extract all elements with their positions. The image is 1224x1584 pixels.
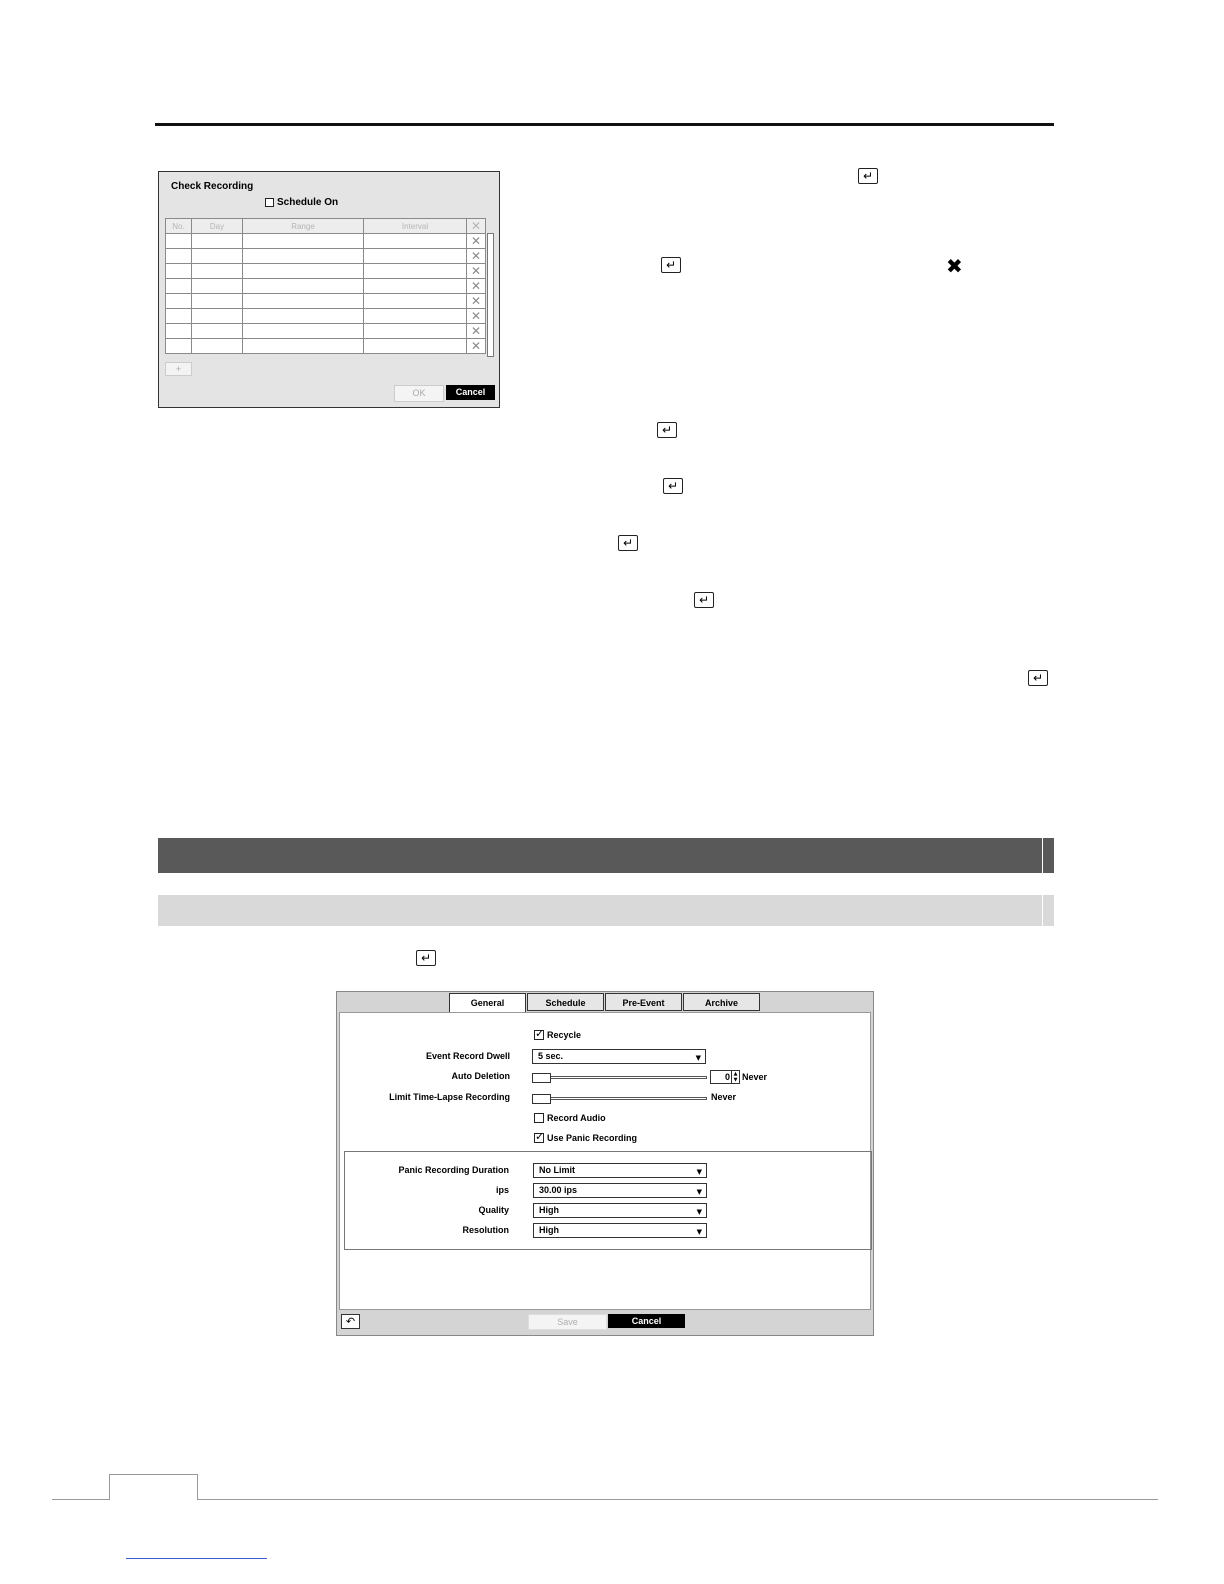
quality-value: High <box>539 1205 559 1215</box>
enter-icon: ↵ <box>858 168 878 184</box>
table-cell[interactable] <box>166 279 192 294</box>
slider-thumb[interactable] <box>532 1094 551 1104</box>
footer-rule <box>52 1499 1158 1500</box>
table-cell[interactable] <box>364 324 467 339</box>
table-cell[interactable] <box>192 294 243 309</box>
subsection-header-cap <box>1042 895 1054 926</box>
use-panic-checkbox[interactable] <box>534 1133 637 1143</box>
slider-track <box>532 1097 707 1100</box>
delete-row-icon[interactable]: ✕ <box>467 234 486 249</box>
table-cell[interactable] <box>243 309 364 324</box>
limit-timelapse-slider[interactable] <box>532 1094 707 1103</box>
schedule-table <box>165 218 486 354</box>
enter-icon: ↵ <box>663 478 683 494</box>
auto-deletion-value: 0 <box>724 1072 730 1082</box>
chevron-down-icon: ▼ <box>696 1228 702 1236</box>
section-header-bar <box>158 838 1054 873</box>
limit-timelapse-text: Never <box>711 1092 737 1102</box>
enter-icon: ↵ <box>661 257 681 273</box>
panic-duration-label: Panic Recording Duration <box>398 1165 509 1175</box>
enter-icon: ↵ <box>657 422 677 438</box>
table-cell[interactable] <box>192 324 243 339</box>
resolution-select[interactable] <box>533 1223 707 1238</box>
record-audio-label: Record Audio <box>547 1113 606 1123</box>
table-cell[interactable] <box>243 279 364 294</box>
table-cell[interactable] <box>166 339 192 354</box>
cancel-button[interactable]: Cancel <box>446 385 495 400</box>
enter-icon: ↵ <box>1028 670 1048 686</box>
subsection-header-bar <box>158 895 1054 926</box>
table-cell[interactable] <box>364 249 467 264</box>
panic-duration-select[interactable] <box>533 1163 707 1178</box>
ips-value: 30.00 ips <box>539 1185 578 1195</box>
table-row[interactable] <box>166 234 486 249</box>
delete-row-icon[interactable]: ✕ <box>467 339 486 354</box>
table-cell[interactable] <box>166 309 192 324</box>
quality-label: Quality <box>478 1205 509 1215</box>
table-cell[interactable] <box>192 309 243 324</box>
event-record-dwell-label: Event Record Dwell <box>425 1051 510 1061</box>
auto-deletion-slider[interactable] <box>532 1073 707 1082</box>
table-row[interactable] <box>166 339 486 354</box>
table-cell[interactable] <box>192 264 243 279</box>
auto-deletion-text: Never <box>742 1072 768 1082</box>
table-row[interactable] <box>166 264 486 279</box>
table-cell[interactable] <box>364 294 467 309</box>
table-cell[interactable] <box>192 339 243 354</box>
tab-archive[interactable]: Archive <box>683 993 760 1011</box>
schedule-on-label: Schedule On <box>277 197 339 208</box>
slider-thumb[interactable] <box>532 1073 551 1083</box>
table-cell[interactable] <box>166 324 192 339</box>
table-cell[interactable] <box>192 249 243 264</box>
table-cell[interactable] <box>364 234 467 249</box>
delete-row-icon[interactable]: ✕ <box>467 249 486 264</box>
table-cell[interactable] <box>364 309 467 324</box>
tab-bar <box>449 993 761 1013</box>
schedule-on-checkbox[interactable] <box>265 197 338 208</box>
table-row[interactable] <box>166 324 486 339</box>
use-panic-label: Use Panic Recording <box>547 1133 638 1143</box>
table-cell[interactable] <box>243 294 364 309</box>
recycle-label: Recycle <box>547 1030 582 1040</box>
chevron-down-icon: ▼ <box>696 1208 702 1216</box>
quality-select[interactable] <box>533 1203 707 1218</box>
delete-row-icon[interactable]: ✕ <box>467 264 486 279</box>
auto-deletion-label: Auto Deletion <box>451 1071 510 1081</box>
table-cell[interactable] <box>243 249 364 264</box>
chevron-down-icon: ▼ <box>696 1168 702 1176</box>
event-record-dwell-value: 5 sec. <box>538 1051 564 1061</box>
resolution-value: High <box>539 1225 559 1235</box>
table-cell[interactable] <box>364 264 467 279</box>
col-interval: Interval <box>364 219 467 234</box>
table-cell[interactable] <box>243 264 364 279</box>
table-cell[interactable] <box>192 234 243 249</box>
auto-deletion-stepper[interactable] <box>710 1070 740 1084</box>
ips-label: ips <box>495 1185 509 1195</box>
save-button[interactable]: Save <box>528 1314 607 1330</box>
delete-all-icon[interactable]: ✕ <box>467 219 486 234</box>
recycle-check[interactable] <box>534 1030 544 1040</box>
enter-icon: ↵ <box>694 592 714 608</box>
event-record-dwell-select[interactable] <box>532 1049 706 1064</box>
back-icon[interactable]: ↶ <box>341 1314 360 1329</box>
tab-schedule[interactable]: Schedule <box>527 993 604 1011</box>
use-panic-check[interactable] <box>534 1133 544 1143</box>
ok-button[interactable]: OK <box>394 385 444 402</box>
table-scrollbar[interactable] <box>487 233 494 357</box>
enter-icon: ↵ <box>416 950 436 966</box>
schedule-on-box[interactable] <box>265 198 274 207</box>
table-cell[interactable] <box>166 294 192 309</box>
panic-settings-group <box>344 1151 872 1250</box>
delete-row-icon[interactable]: ✕ <box>467 294 486 309</box>
limit-timelapse-label: Limit Time-Lapse Recording <box>389 1092 510 1102</box>
table-cell[interactable] <box>166 234 192 249</box>
chevron-down-icon: ▼ <box>696 1188 702 1196</box>
tab-pre-event[interactable]: Pre-Event <box>605 993 682 1011</box>
table-cell[interactable] <box>243 339 364 354</box>
footer-link-underline <box>126 1558 267 1559</box>
add-button[interactable]: + <box>165 362 192 376</box>
ips-select[interactable] <box>533 1183 707 1198</box>
top-rule <box>155 123 1054 126</box>
section-header-cap <box>1042 838 1054 873</box>
table-cell[interactable] <box>364 279 467 294</box>
table-cell[interactable] <box>192 279 243 294</box>
table-row[interactable] <box>166 309 486 324</box>
record-audio-checkbox[interactable] <box>534 1113 606 1123</box>
delete-row-icon[interactable]: ✕ <box>467 279 486 294</box>
delete-icon: ✖ <box>946 254 963 278</box>
general-panel <box>339 1012 871 1310</box>
record-audio-check[interactable] <box>534 1113 544 1123</box>
slider-track <box>532 1076 707 1079</box>
table-cell[interactable] <box>243 234 364 249</box>
panic-duration-value: No Limit <box>539 1165 575 1175</box>
table-cell[interactable] <box>364 339 467 354</box>
table-cell[interactable] <box>166 249 192 264</box>
resolution-label: Resolution <box>462 1225 509 1235</box>
event-record-dialog <box>336 991 874 1336</box>
delete-row-icon[interactable]: ✕ <box>467 309 486 324</box>
table-cell[interactable] <box>243 324 364 339</box>
table-row[interactable] <box>166 279 486 294</box>
recycle-checkbox[interactable] <box>534 1030 581 1040</box>
delete-row-icon[interactable]: ✕ <box>467 324 486 339</box>
enter-icon: ↵ <box>618 535 638 551</box>
table-cell[interactable] <box>166 264 192 279</box>
col-range: Range <box>243 219 364 234</box>
col-day: Day <box>192 219 243 234</box>
page-number-tab <box>109 1474 198 1500</box>
up-down-icon[interactable]: ▲ ▼ <box>731 1071 739 1083</box>
cancel-button[interactable]: Cancel <box>608 1314 685 1328</box>
chevron-down-icon: ▼ <box>695 1054 701 1062</box>
table-row[interactable] <box>166 294 486 309</box>
table-row[interactable] <box>166 249 486 264</box>
dialog-title: Check Recording <box>171 181 254 192</box>
check-recording-dialog <box>158 171 500 408</box>
col-no: No. <box>166 219 192 234</box>
tab-general[interactable]: General <box>449 993 526 1013</box>
